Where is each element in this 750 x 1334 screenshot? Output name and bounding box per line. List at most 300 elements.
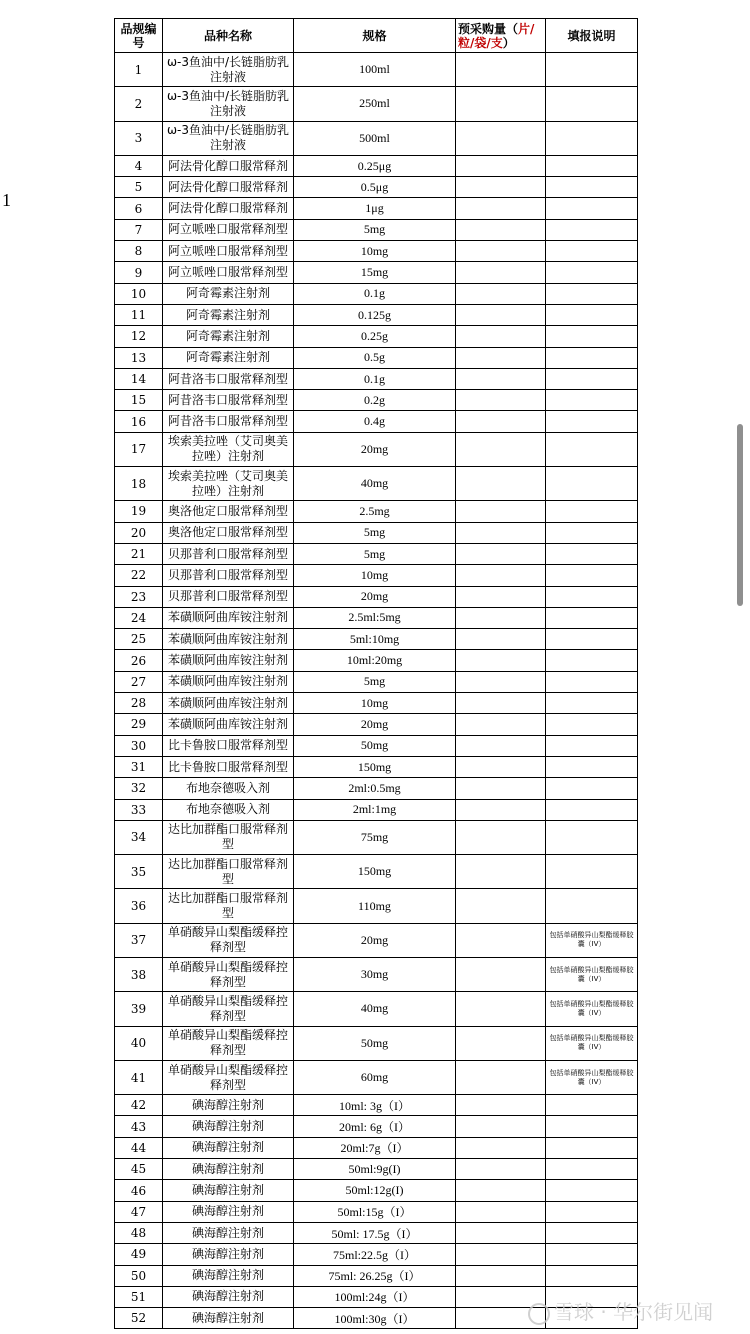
row-name: 阿立哌唑口服常释剂型 — [163, 219, 294, 240]
row-no: 43 — [115, 1116, 163, 1137]
row-qty[interactable] — [456, 607, 546, 628]
row-name: 单硝酸异山梨酯缓释控释剂型 — [163, 957, 294, 991]
row-spec: 50mg — [294, 1026, 456, 1060]
table-row — [115, 820, 638, 854]
row-no: 21 — [115, 543, 163, 564]
table-row — [115, 957, 638, 991]
table-row — [115, 347, 638, 368]
row-no: 28 — [115, 693, 163, 714]
row-note — [546, 1201, 638, 1222]
row-name: ω-3鱼油中/长链脂肪乳注射液 — [163, 53, 294, 87]
row-name: 单硝酸异山梨酯缓释控释剂型 — [163, 923, 294, 957]
row-spec: 20ml:7g（I） — [294, 1137, 456, 1158]
row-note — [546, 1116, 638, 1137]
row-qty[interactable] — [456, 390, 546, 411]
row-name: 埃索美拉唑（艾司奥美拉唑）注射剂 — [163, 432, 294, 466]
header-note: 填报说明 — [546, 19, 638, 53]
table-row — [115, 586, 638, 607]
row-name: 单硝酸异山梨酯缓释控释剂型 — [163, 1026, 294, 1060]
row-qty[interactable] — [456, 1116, 546, 1137]
row-qty[interactable] — [456, 1159, 546, 1180]
row-name: 比卡鲁胺口服常释剂型 — [163, 756, 294, 777]
table-row — [115, 198, 638, 219]
row-no: 5 — [115, 177, 163, 198]
row-no: 7 — [115, 219, 163, 240]
row-name: 单硝酸异山梨酯缓释控释剂型 — [163, 1060, 294, 1094]
table-row — [115, 543, 638, 564]
table-row — [115, 1137, 638, 1158]
row-note — [546, 756, 638, 777]
row-no: 33 — [115, 799, 163, 820]
row-spec: 20mg — [294, 432, 456, 466]
row-spec: 0.1g — [294, 368, 456, 389]
row-name: 碘海醇注射剂 — [163, 1201, 294, 1222]
row-no: 40 — [115, 1026, 163, 1060]
row-no: 49 — [115, 1244, 163, 1265]
row-name: 碘海醇注射剂 — [163, 1159, 294, 1180]
row-note — [546, 155, 638, 176]
row-spec: 0.5g — [294, 347, 456, 368]
row-spec: 250ml — [294, 87, 456, 121]
header-qty — [456, 19, 546, 53]
row-name: ω-3鱼油中/长链脂肪乳注射液 — [163, 121, 294, 155]
row-qty[interactable] — [456, 1222, 546, 1243]
row-note — [546, 650, 638, 671]
table-row — [115, 778, 638, 799]
row-no: 4 — [115, 155, 163, 176]
row-qty[interactable] — [456, 1244, 546, 1265]
header-row — [115, 19, 638, 53]
row-note — [546, 87, 638, 121]
row-qty[interactable] — [456, 262, 546, 283]
row-spec: 0.2g — [294, 390, 456, 411]
row-name: 碘海醇注射剂 — [163, 1286, 294, 1307]
row-note — [546, 262, 638, 283]
row-qty[interactable] — [456, 1265, 546, 1286]
row-spec: 75mg — [294, 820, 456, 854]
row-qty[interactable] — [456, 1060, 546, 1094]
row-spec: 5mg — [294, 522, 456, 543]
row-spec: 150mg — [294, 756, 456, 777]
row-qty[interactable] — [456, 756, 546, 777]
row-no: 32 — [115, 778, 163, 799]
row-name: 苯磺顺阿曲库铵注射剂 — [163, 714, 294, 735]
table-row — [115, 326, 638, 347]
row-no: 36 — [115, 889, 163, 923]
row-spec: 5mg — [294, 219, 456, 240]
row-spec: 2ml:1mg — [294, 799, 456, 820]
row-no: 30 — [115, 735, 163, 756]
row-name: 阿法骨化醇口服常释剂 — [163, 155, 294, 176]
row-no: 47 — [115, 1201, 163, 1222]
row-name: 单硝酸异山梨酯缓释控释剂型 — [163, 992, 294, 1026]
table-body — [115, 53, 638, 1329]
row-note — [546, 735, 638, 756]
row-qty[interactable] — [456, 432, 546, 466]
row-qty[interactable] — [456, 241, 546, 262]
row-name: 苯磺顺阿曲库铵注射剂 — [163, 650, 294, 671]
table-row — [115, 1060, 638, 1094]
row-note — [546, 1180, 638, 1201]
row-name: 碘海醇注射剂 — [163, 1116, 294, 1137]
row-no: 8 — [115, 241, 163, 262]
row-qty[interactable] — [456, 368, 546, 389]
row-note — [546, 501, 638, 522]
row-qty[interactable] — [456, 155, 546, 176]
table-row — [115, 671, 638, 692]
row-note — [546, 467, 638, 501]
row-qty[interactable] — [456, 923, 546, 957]
row-note — [546, 855, 638, 889]
row-name: 布地奈德吸入剂 — [163, 799, 294, 820]
row-note — [546, 671, 638, 692]
row-qty[interactable] — [456, 1026, 546, 1060]
row-spec: 15mg — [294, 262, 456, 283]
row-qty[interactable] — [456, 522, 546, 543]
row-spec: 5ml:10mg — [294, 629, 456, 650]
table-row — [115, 1201, 638, 1222]
row-qty[interactable] — [456, 735, 546, 756]
row-note — [546, 543, 638, 564]
row-qty[interactable] — [456, 629, 546, 650]
row-name: 苯磺顺阿曲库铵注射剂 — [163, 607, 294, 628]
row-qty[interactable] — [456, 347, 546, 368]
row-spec: 10ml:20mg — [294, 650, 456, 671]
row-note: 包括单硝酸异山梨酯缓释胶囊（IV） — [546, 992, 638, 1026]
row-spec: 20mg — [294, 586, 456, 607]
row-no: 22 — [115, 565, 163, 586]
table-row — [115, 390, 638, 411]
row-qty[interactable] — [456, 693, 546, 714]
table-row — [115, 992, 638, 1026]
table-row — [115, 219, 638, 240]
row-qty[interactable] — [456, 671, 546, 692]
table-row — [115, 155, 638, 176]
table-row — [115, 1244, 638, 1265]
row-note — [546, 177, 638, 198]
row-no: 52 — [115, 1308, 163, 1329]
table-row — [115, 756, 638, 777]
row-note — [546, 219, 638, 240]
row-note — [546, 368, 638, 389]
row-no: 13 — [115, 347, 163, 368]
row-no: 27 — [115, 671, 163, 692]
row-qty[interactable] — [456, 1180, 546, 1201]
row-note — [546, 347, 638, 368]
row-qty[interactable] — [456, 219, 546, 240]
row-note — [546, 629, 638, 650]
row-no: 26 — [115, 650, 163, 671]
row-spec: 75ml: 26.25g（I） — [294, 1265, 456, 1286]
row-name: 阿昔洛韦口服常释剂型 — [163, 368, 294, 389]
row-name: 贝那普利口服常释剂型 — [163, 565, 294, 586]
row-spec: 50ml:12g(I) — [294, 1180, 456, 1201]
table-row — [115, 87, 638, 121]
row-note — [546, 1265, 638, 1286]
row-note — [546, 889, 638, 923]
row-no: 15 — [115, 390, 163, 411]
row-spec: 150mg — [294, 855, 456, 889]
row-note — [546, 799, 638, 820]
row-no: 46 — [115, 1180, 163, 1201]
row-qty[interactable] — [456, 565, 546, 586]
row-spec: 100ml:24g（I） — [294, 1286, 456, 1307]
row-no: 19 — [115, 501, 163, 522]
row-no: 39 — [115, 992, 163, 1026]
row-spec: 40mg — [294, 467, 456, 501]
row-note — [546, 411, 638, 432]
row-name: 达比加群酯口服常释剂型 — [163, 855, 294, 889]
row-note — [546, 1244, 638, 1265]
row-spec: 50ml:15g（I） — [294, 1201, 456, 1222]
row-note — [546, 241, 638, 262]
row-note — [546, 607, 638, 628]
row-note — [546, 1222, 638, 1243]
table-row — [115, 368, 638, 389]
row-qty[interactable] — [456, 820, 546, 854]
row-qty[interactable] — [456, 121, 546, 155]
row-name: 碘海醇注射剂 — [163, 1095, 294, 1116]
row-no: 34 — [115, 820, 163, 854]
row-no: 1 — [115, 53, 163, 87]
row-spec: 2.5mg — [294, 501, 456, 522]
header-name: 品种名称 — [163, 19, 294, 53]
row-name: 苯磺顺阿曲库铵注射剂 — [163, 629, 294, 650]
row-note — [546, 586, 638, 607]
row-no: 31 — [115, 756, 163, 777]
row-note — [546, 283, 638, 304]
row-name: 碘海醇注射剂 — [163, 1180, 294, 1201]
row-name: 碘海醇注射剂 — [163, 1137, 294, 1158]
row-no: 35 — [115, 855, 163, 889]
row-name: 达比加群酯口服常释剂型 — [163, 820, 294, 854]
row-spec: 50ml:9g(I) — [294, 1159, 456, 1180]
scrollbar[interactable] — [737, 424, 743, 606]
row-note — [546, 714, 638, 735]
table-row — [115, 177, 638, 198]
row-no: 29 — [115, 714, 163, 735]
row-qty[interactable] — [456, 586, 546, 607]
header-qty-prefix: 预采购量（ — [458, 21, 519, 36]
row-qty[interactable] — [456, 778, 546, 799]
row-qty[interactable] — [456, 177, 546, 198]
row-no: 12 — [115, 326, 163, 347]
row-name: 阿奇霉素注射剂 — [163, 304, 294, 325]
row-no: 3 — [115, 121, 163, 155]
row-note — [546, 326, 638, 347]
table-row — [115, 1265, 638, 1286]
row-note — [546, 522, 638, 543]
row-spec: 110mg — [294, 889, 456, 923]
row-name: 碘海醇注射剂 — [163, 1308, 294, 1329]
row-no: 45 — [115, 1159, 163, 1180]
row-no: 38 — [115, 957, 163, 991]
row-no: 2 — [115, 87, 163, 121]
row-qty[interactable] — [456, 1137, 546, 1158]
row-spec: 50mg — [294, 735, 456, 756]
row-no: 25 — [115, 629, 163, 650]
row-qty[interactable] — [456, 467, 546, 501]
row-note — [546, 778, 638, 799]
table-row — [115, 889, 638, 923]
page-number: 1 — [2, 190, 11, 210]
table-row — [115, 1180, 638, 1201]
row-note — [546, 1159, 638, 1180]
table-row — [115, 923, 638, 957]
row-name: 达比加群酯口服常释剂型 — [163, 889, 294, 923]
watermark-logo-icon — [528, 1303, 550, 1325]
row-name: 阿昔洛韦口服常释剂型 — [163, 390, 294, 411]
row-no: 14 — [115, 368, 163, 389]
row-spec: 2.5ml:5mg — [294, 607, 456, 628]
row-no: 16 — [115, 411, 163, 432]
table-row — [115, 565, 638, 586]
row-qty[interactable] — [456, 957, 546, 991]
table-row — [115, 1159, 638, 1180]
table-row — [115, 607, 638, 628]
row-spec: 0.25g — [294, 326, 456, 347]
drug-list-table — [114, 18, 638, 1329]
row-no: 51 — [115, 1286, 163, 1307]
header-qty-suffix: ） — [502, 35, 515, 50]
row-name: 埃索美拉唑（艾司奥美拉唑）注射剂 — [163, 467, 294, 501]
row-qty[interactable] — [456, 1201, 546, 1222]
row-no: 42 — [115, 1095, 163, 1116]
table-row — [115, 1222, 638, 1243]
header-no: 品规编号 — [115, 19, 163, 53]
row-note — [546, 304, 638, 325]
row-spec: 100ml:30g（I） — [294, 1308, 456, 1329]
row-qty[interactable] — [456, 411, 546, 432]
table-row — [115, 432, 638, 466]
header-qty-units: 片/粒/袋/支 — [458, 21, 535, 50]
row-note — [546, 1137, 638, 1158]
row-name: 贝那普利口服常释剂型 — [163, 586, 294, 607]
table-row — [115, 1095, 638, 1116]
row-qty[interactable] — [456, 543, 546, 564]
row-name: 比卡鲁胺口服常释剂型 — [163, 735, 294, 756]
row-name: 奥洛他定口服常释剂型 — [163, 501, 294, 522]
row-qty[interactable] — [456, 992, 546, 1026]
row-qty[interactable] — [456, 304, 546, 325]
row-note — [546, 820, 638, 854]
watermark — [528, 1296, 713, 1325]
row-name: 碘海醇注射剂 — [163, 1222, 294, 1243]
table-row — [115, 501, 638, 522]
row-name: 布地奈德吸入剂 — [163, 778, 294, 799]
row-no: 20 — [115, 522, 163, 543]
row-no: 18 — [115, 467, 163, 501]
row-qty[interactable] — [456, 326, 546, 347]
row-name: 阿法骨化醇口服常释剂 — [163, 177, 294, 198]
row-qty[interactable] — [456, 855, 546, 889]
table-row — [115, 693, 638, 714]
row-spec: 0.25μg — [294, 155, 456, 176]
row-qty[interactable] — [456, 87, 546, 121]
table-row — [115, 522, 638, 543]
row-no: 10 — [115, 283, 163, 304]
row-note: 包括单硝酸异山梨酯缓释胶囊（IV） — [546, 923, 638, 957]
row-name: 碘海醇注射剂 — [163, 1244, 294, 1265]
row-spec: 0.1g — [294, 283, 456, 304]
table-row — [115, 121, 638, 155]
row-spec: 10mg — [294, 693, 456, 714]
row-note — [546, 198, 638, 219]
row-no: 17 — [115, 432, 163, 466]
row-name: 阿奇霉素注射剂 — [163, 283, 294, 304]
table-row — [115, 714, 638, 735]
row-note — [546, 121, 638, 155]
table-row — [115, 467, 638, 501]
row-note — [546, 1095, 638, 1116]
table-row — [115, 1116, 638, 1137]
row-qty[interactable] — [456, 198, 546, 219]
row-no: 23 — [115, 586, 163, 607]
row-name: 阿奇霉素注射剂 — [163, 326, 294, 347]
row-spec: 10mg — [294, 565, 456, 586]
row-spec: 10mg — [294, 241, 456, 262]
row-no: 11 — [115, 304, 163, 325]
table-row — [115, 241, 638, 262]
row-note — [546, 693, 638, 714]
row-spec: 75ml:22.5g（I） — [294, 1244, 456, 1265]
row-spec: 500ml — [294, 121, 456, 155]
row-qty[interactable] — [456, 650, 546, 671]
row-no: 44 — [115, 1137, 163, 1158]
table-row — [115, 799, 638, 820]
row-qty[interactable] — [456, 283, 546, 304]
row-note: 包括单硝酸异山梨酯缓释胶囊（IV） — [546, 1060, 638, 1094]
table-row — [115, 629, 638, 650]
row-note — [546, 53, 638, 87]
row-no: 24 — [115, 607, 163, 628]
row-qty[interactable] — [456, 714, 546, 735]
row-qty[interactable] — [456, 53, 546, 87]
row-qty[interactable] — [456, 501, 546, 522]
row-name: 阿立哌唑口服常释剂型 — [163, 262, 294, 283]
row-note — [546, 565, 638, 586]
row-spec: 10ml: 3g（I） — [294, 1095, 456, 1116]
row-qty[interactable] — [456, 1095, 546, 1116]
row-qty[interactable] — [456, 889, 546, 923]
table-row — [115, 735, 638, 756]
row-spec: 20mg — [294, 923, 456, 957]
table-row — [115, 855, 638, 889]
row-name: 奥洛他定口服常释剂型 — [163, 522, 294, 543]
row-qty[interactable] — [456, 799, 546, 820]
row-no: 9 — [115, 262, 163, 283]
table-row — [115, 283, 638, 304]
row-spec: 0.125g — [294, 304, 456, 325]
row-spec: 100ml — [294, 53, 456, 87]
row-spec: 0.5μg — [294, 177, 456, 198]
row-no: 50 — [115, 1265, 163, 1286]
row-no: 37 — [115, 923, 163, 957]
row-note: 包括单硝酸异山梨酯缓释胶囊（IV） — [546, 957, 638, 991]
row-spec: 2ml:0.5mg — [294, 778, 456, 799]
header-spec: 规格 — [294, 19, 456, 53]
row-spec: 30mg — [294, 957, 456, 991]
table-row — [115, 262, 638, 283]
row-spec: 20ml: 6g（I） — [294, 1116, 456, 1137]
row-note — [546, 390, 638, 411]
row-name: 阿奇霉素注射剂 — [163, 347, 294, 368]
row-name: 阿立哌唑口服常释剂型 — [163, 241, 294, 262]
row-name: 碘海醇注射剂 — [163, 1265, 294, 1286]
row-spec: 40mg — [294, 992, 456, 1026]
row-spec: 5mg — [294, 543, 456, 564]
watermark-text: 雪球 · 华尔街见闻 — [554, 1300, 714, 1324]
